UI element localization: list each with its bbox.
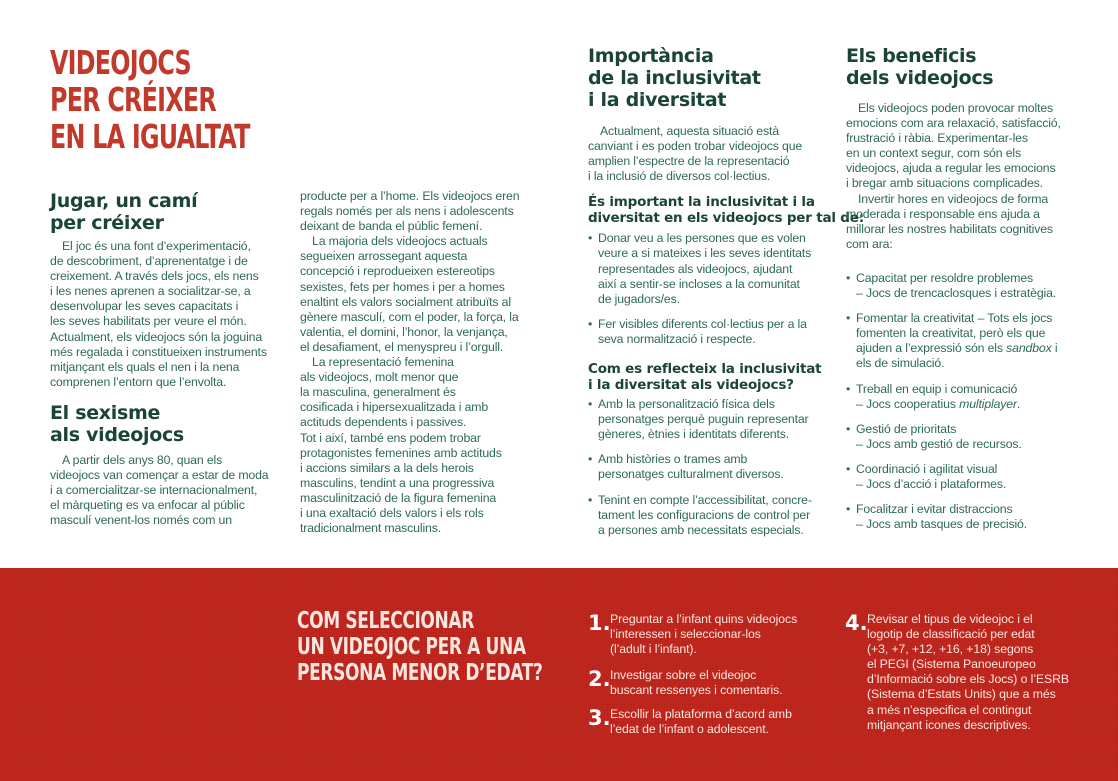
text-line: producte per a l’home. Els videojocs eren	[300, 189, 520, 203]
text-line: Revisar el tipus de videojoc i el	[867, 612, 1033, 626]
text-line: – Jocs amb gestió de recursos.	[856, 436, 1022, 451]
text-line: l’edat de l’infant o adolescent.	[610, 722, 769, 737]
text-line: valentia, el domini, l’honor, la venjança,	[300, 324, 508, 339]
text-line: seva normalització i respecte.	[598, 331, 756, 346]
subheading-purpose	[588, 194, 864, 227]
text-fragment: i	[1051, 341, 1058, 356]
step-number: 1.	[588, 611, 611, 635]
text-line: i les nenes aprenen a socialitzar-se, a	[50, 284, 251, 299]
list-item	[846, 382, 1086, 412]
text-line: canviant i es poden trobar videojocs que	[588, 139, 803, 154]
text-line: Els videojocs poden provocar moltes	[858, 101, 1054, 115]
text-line: emocions com ara relaxació, satisfacció,	[846, 116, 1061, 131]
text-fragment: ajuden a l’expressió són els	[856, 341, 1007, 356]
text-line: masculins, tendint a una progressiva	[300, 475, 495, 490]
text-line: (+3, +7, +12, +16, +18) segons	[867, 642, 1034, 657]
text-line: El joc és una font d’experimentació,	[62, 239, 251, 253]
text-line: • Treball en equip i comunicació	[856, 381, 1018, 396]
text-line: segueixen arrossegant aquesta	[300, 249, 468, 264]
section-heading	[846, 45, 1086, 89]
heading-line: i la diversitat	[588, 89, 727, 111]
step-text	[867, 612, 1069, 733]
step-1	[588, 612, 797, 657]
heading-line: PERSONA MENOR D’EDAT?	[297, 660, 543, 686]
text-line: • Coordinació i agilitat visual	[856, 461, 998, 476]
reflection-list	[588, 397, 828, 538]
step-text	[610, 707, 792, 737]
section-sexism-continued	[300, 189, 532, 536]
benefits-list	[846, 271, 1086, 532]
text-line: • Fomentar la creativitat – Tots els jocs	[856, 311, 1053, 326]
heading-line: per créixer	[50, 212, 164, 234]
text-line	[856, 341, 1086, 356]
list-item	[846, 502, 1086, 532]
section-body	[50, 453, 282, 528]
heading-line: i la diversitat als videojocs?	[588, 377, 794, 394]
text-line: buscant ressenyes i comentaris.	[610, 683, 783, 698]
paragraph	[846, 101, 1086, 252]
text-line: personatges culturalment diversos.	[598, 467, 784, 482]
text-fragment: – Jocs cooperatius	[856, 396, 960, 411]
text-line: • Amb històries o trames amb	[598, 452, 748, 467]
text-line: fomenten la creativitat, però els que	[856, 326, 1046, 341]
step-4	[845, 612, 1069, 733]
list-item	[846, 422, 1086, 452]
text-line: masculí venent-los només com un	[50, 513, 232, 528]
paragraph	[300, 189, 532, 536]
text-line: deixant de banda el públic femení.	[300, 219, 483, 234]
text-line: protagonistes femenines amb actituds	[300, 445, 502, 460]
text-line: creixement. A través dels jocs, els nens	[50, 269, 259, 284]
heading-line: diversitat en els videojocs per tal de:	[588, 210, 864, 227]
section-inclusion	[588, 45, 864, 538]
text-line: així a sentir-se incloses a la comunitat	[598, 276, 800, 291]
step-number: 3.	[588, 706, 611, 730]
heading-line: COM SELECCIONAR	[297, 608, 474, 634]
heading-line: UN VIDEOJOC PER A UNA	[297, 634, 526, 660]
text-line: videojocs, ajuda a regular les emocions	[846, 161, 1056, 176]
text-line: gèneres, ètnies i identitats diferents.	[598, 427, 790, 442]
purpose-list	[588, 231, 828, 347]
text-line: personatges perquè puguin representar	[598, 412, 809, 427]
step-2	[588, 668, 783, 698]
main-title-line: PER CRÉIXER	[50, 80, 216, 119]
list-item	[588, 231, 828, 306]
step-3	[588, 707, 792, 737]
text-line: a persones amb necessitats especials.	[598, 522, 804, 537]
text-line: en un context segur, com són els	[846, 146, 1021, 161]
text-line: a més n’especifica el contingut	[867, 702, 1032, 717]
list-item	[588, 397, 828, 442]
text-line: – Jocs d’acció i plataformes.	[856, 476, 1007, 491]
text-line: Tot i així, també ens podem trobar	[300, 430, 481, 445]
text-line: • Focalitzar i evitar distraccions	[856, 502, 1013, 517]
text-line: representades als videojocs, ajudant	[598, 261, 793, 276]
text-line: de jugadors/es.	[598, 291, 680, 306]
step-number: 2.	[588, 667, 611, 691]
heading-line: Importància	[588, 45, 714, 67]
text-line: Invertir hores en videojocs de forma	[858, 191, 1049, 206]
text-line: logotip de classificació per edat	[867, 627, 1035, 642]
main-title	[50, 44, 250, 155]
text-line: enaltint els valors socialment atribuïts al	[300, 294, 511, 309]
text-line: gènere masculí, com el poder, la força, la	[300, 309, 519, 324]
heading-line: El sexisme	[50, 402, 161, 424]
list-item	[588, 317, 828, 347]
text-line: el màrqueting es va enfocar al públic	[50, 498, 245, 513]
text-line: les seves habilitats per veure el món.	[50, 314, 247, 329]
text-line: • Capacitat per resoldre problemes	[856, 270, 1034, 285]
text-line	[856, 397, 1086, 412]
heading-line: de la inclusivitat	[588, 67, 761, 89]
text-line: la masculina, generalment és	[300, 385, 456, 400]
list-item	[588, 452, 828, 482]
text-line: La majoria dels videojocs actuals	[312, 234, 488, 249]
text-line: • Fer visibles diferents col·lectius per a la	[598, 316, 807, 331]
step-text	[610, 612, 797, 657]
text-line: Investigar sobre el videojoc	[610, 668, 757, 682]
text-line: i la inclusió de diversos col·lectius.	[588, 169, 771, 184]
step-number: 4.	[845, 611, 868, 635]
text-line: A partir dels anys 80, quan els	[62, 453, 223, 467]
text-line: La representació femenina	[312, 355, 454, 370]
main-title-line: EN LA IGUALTAT	[50, 117, 250, 156]
main-title-line: VIDEOJOCS	[50, 43, 191, 82]
emphasis: sandbox	[1006, 341, 1052, 356]
section-body	[50, 239, 282, 390]
heading-line: Com es reflecteix la inclusivitat	[588, 361, 822, 378]
text-line: veure a si mateixes i les seves identitats	[598, 246, 812, 261]
heading-line: És important la inclusivitat i la	[588, 194, 815, 211]
text-line: de descobriment, d’aprenentatge i de	[50, 254, 248, 269]
text-line: actituds dependents i passives.	[300, 415, 467, 430]
text-line: mitjançant els quals el nen i la nena	[50, 359, 240, 374]
text-line: d’Informació sobre els Jocs) o l’ESRB	[867, 672, 1070, 687]
text-line: i bregar amb situacions complicades.	[846, 176, 1043, 191]
section-benefits	[846, 45, 1086, 532]
text-line: (Sistema d’Estats Units) que a més	[867, 687, 1056, 702]
text-line: més regalada i constitueixen instruments	[50, 344, 267, 359]
text-line: l’interessen i seleccionar-los	[610, 627, 761, 642]
text-line: – Jocs de trencaclosques i estratègia.	[856, 286, 1057, 301]
text-line: el desafiament, el menyspreu i l’orgull.	[300, 339, 504, 354]
text-line: Actualment, els videojocs són la joguina	[50, 329, 263, 344]
text-line: sexistes, fets per homes i per a homes	[300, 279, 505, 294]
heading-line: Jugar, un camí	[50, 190, 198, 212]
intro-paragraph	[588, 124, 828, 184]
text-line: regals només per als nens i adolescents	[300, 204, 514, 219]
list-item	[846, 271, 1086, 301]
section-play	[50, 190, 282, 390]
text-line: masculinització de la figura femenina	[300, 490, 497, 505]
list-item	[846, 462, 1086, 492]
text-line: • Amb la personalització física dels	[598, 397, 775, 412]
section-heading	[50, 402, 282, 446]
text-line: tradicionalment masculins.	[300, 521, 441, 536]
text-line: moderada i responsable ens ajuda a	[846, 206, 1040, 221]
heading-line: Els beneficis	[846, 45, 977, 67]
text-line: i accions similars a la dels herois	[300, 460, 474, 475]
step-text	[610, 668, 783, 698]
text-line: Preguntar a l’infant quins videojocs	[610, 612, 798, 626]
text-line: • Gestió de prioritats	[856, 421, 957, 436]
text-line: millorar les nostres habilitats cognitives	[846, 221, 1053, 236]
list-item	[846, 311, 1086, 371]
text-line: comprenen l’entorn que l’envolta.	[50, 374, 227, 389]
text-line: Actualment, aquesta situació està	[600, 124, 779, 138]
selection-heading	[297, 608, 542, 686]
heading-line: als videojocs	[50, 424, 184, 446]
section-heading	[50, 190, 282, 234]
text-line: – Jocs amb tasques de precisió.	[856, 517, 1028, 532]
text-line: • Donar veu a les persones que es volen	[598, 231, 806, 246]
text-line: com ara:	[846, 236, 893, 251]
list-item	[588, 493, 828, 538]
emphasis: multiplayer	[959, 396, 1017, 411]
text-line: (l’adult i l’infant).	[610, 642, 697, 657]
text-fragment: .	[1016, 396, 1021, 411]
text-line: als videojocs, molt menor que	[300, 370, 459, 385]
heading-line: dels videojocs	[846, 67, 994, 89]
text-line: el PEGI (Sistema Panoeuropeo	[867, 657, 1036, 672]
text-line: amplien l’espectre de la representació	[588, 154, 790, 169]
section-sexism	[50, 402, 282, 528]
text-line: tament les configuracions de control per	[598, 507, 811, 522]
section-heading	[588, 45, 828, 111]
text-line: i a comercialitzar-se internacionalment,	[50, 483, 258, 498]
text-line: videojocs van començar a estar de moda	[50, 468, 269, 483]
text-line: desenvolupar les seves capacitats i	[50, 299, 239, 314]
text-line: mitjançant icones descriptives.	[867, 717, 1031, 732]
text-line: i una exaltació dels valors i els rols	[300, 505, 484, 520]
text-line: cosificada i hipersexualitzada i amb	[300, 400, 489, 415]
text-line: Escollir la plataforma d’acord amb	[610, 707, 792, 721]
subheading-reflection	[588, 361, 828, 393]
text-line: concepció i reprodueixen estereotips	[300, 264, 495, 279]
text-line: frustració i ràbia. Experimentar-les	[846, 131, 1028, 146]
text-line: els de simulació.	[856, 356, 945, 371]
text-line: • Tenint en compte l’accessibilitat, concre-	[598, 492, 812, 507]
